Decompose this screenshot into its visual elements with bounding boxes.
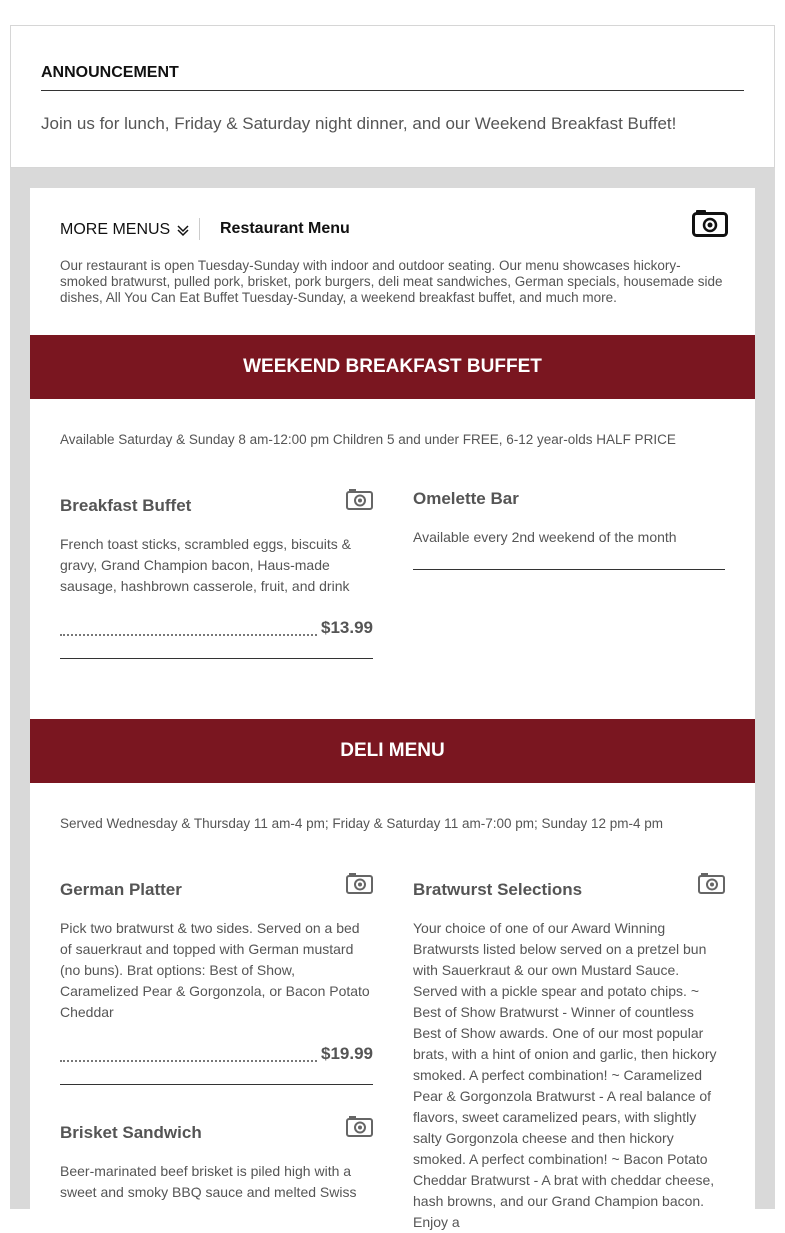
more-menus-dropdown[interactable] xyxy=(60,221,190,239)
camera-icon[interactable] xyxy=(698,872,725,894)
announcement-box xyxy=(10,25,775,168)
item-divider xyxy=(60,658,373,659)
camera-icon[interactable] xyxy=(346,872,373,894)
item-price: $19.99 xyxy=(321,1044,373,1063)
item-description: Beer-marinated beef brisket is piled high with a sweet and smoky BBQ sauce and melted Swiss xyxy=(60,1163,357,1200)
camera-icon[interactable] xyxy=(346,488,373,510)
more-menus-label: MORE MENUS xyxy=(60,221,171,238)
item-description: French toast sticks, scrambled eggs, biscuits & gravy, Grand Champion bacon, Haus-made sausage, hashbrown casserole, fruit, and drink xyxy=(60,536,351,594)
breakfast-availability: Available Saturday & Sunday 8 am-12:00 pm Children 5 and under FREE, 6-12 year-olds HALF PRICE xyxy=(60,432,676,447)
item-name: Bratwurst Selections xyxy=(413,880,583,899)
restaurant-intro: Our restaurant is open Tuesday-Sunday with indoor and outdoor seating. Our menu showcases hickory-smoked bratwurst, pulled pork, brisket, pork burgers, deli meat sandwiches, German specials, housemade side dishes, All You Can Eat Buffet Tuesday-Sunday, a weekend breakfast buffet, and much more. xyxy=(60,258,723,305)
menu-bar xyxy=(60,218,726,240)
menu-item-brisket-sandwich xyxy=(60,1115,373,1215)
section-banner-breakfast: WEEKEND BREAKFAST BUFFET xyxy=(30,335,755,399)
item-description: Pick two bratwurst & two sides. Served on a bed of sauerkraut and topped with German mustard (no buns). Brat options: Best of Show, Caramelized Pear & Gorgonzola, or Bacon Potato Cheddar xyxy=(60,920,370,1020)
price-leader xyxy=(60,1060,317,1062)
section-banner-deli: DELI MENU xyxy=(30,719,755,783)
menu-title: Restaurant Menu xyxy=(220,220,350,237)
menu-item-omelette-bar xyxy=(413,488,726,573)
item-name: Omelette Bar xyxy=(413,489,519,508)
price-leader xyxy=(60,634,317,636)
camera-icon[interactable] xyxy=(346,1115,373,1137)
camera-icon[interactable] xyxy=(692,208,728,238)
item-name: German Platter xyxy=(60,880,182,899)
item-name: Breakfast Buffet xyxy=(60,496,192,515)
menubar-divider xyxy=(199,218,200,240)
item-description: Your choice of one of our Award Winning Bratwursts listed below served on a pretzel bun with Sauerkraut & our own Mustard Sauce. Served with a pickle spear and potato chips. ~ Best of Show Bratwurst - Winner of countless Best of Show awards. One of our most popular brats, with a hint of onion and garlic, then hickory smoked. A perfect combination! ~ Caramelized Pear & Gorgonzola Bratwurst - A real balance of flavors, sweet caramelized pears, with slightly salty Gorgonzola cheese and then hickory smoked. A perfect combination! ~ Bacon Potato Cheddar Bratwurst - A brat with cheddar cheese, hash browns, and our Grand Champion bacon. Enjoy a xyxy=(413,920,717,1230)
announcement-message: Join us for lunch, Friday & Saturday night dinner, and our Weekend Breakfast Buffet! xyxy=(41,114,677,133)
announcement-heading: ANNOUNCEMENT xyxy=(41,64,744,91)
menu-item-bratwurst-selections xyxy=(413,872,726,1230)
menu-item-breakfast-buffet xyxy=(60,488,373,663)
item-description: Available every 2nd weekend of the month xyxy=(413,529,677,545)
item-price-row xyxy=(60,1044,373,1066)
item-name: Brisket Sandwich xyxy=(60,1123,202,1142)
menu-panel xyxy=(30,188,755,1230)
item-price-row xyxy=(60,618,373,640)
menu-item-german-platter xyxy=(60,872,373,1087)
item-divider xyxy=(413,569,725,570)
item-price: $13.99 xyxy=(321,618,373,637)
chevron-down-icon xyxy=(176,223,190,237)
item-divider xyxy=(60,1084,373,1085)
deli-availability: Served Wednesday & Thursday 11 am-4 pm; Friday & Saturday 11 am-7:00 pm; Sunday 12 pm-4 pm xyxy=(60,816,664,831)
